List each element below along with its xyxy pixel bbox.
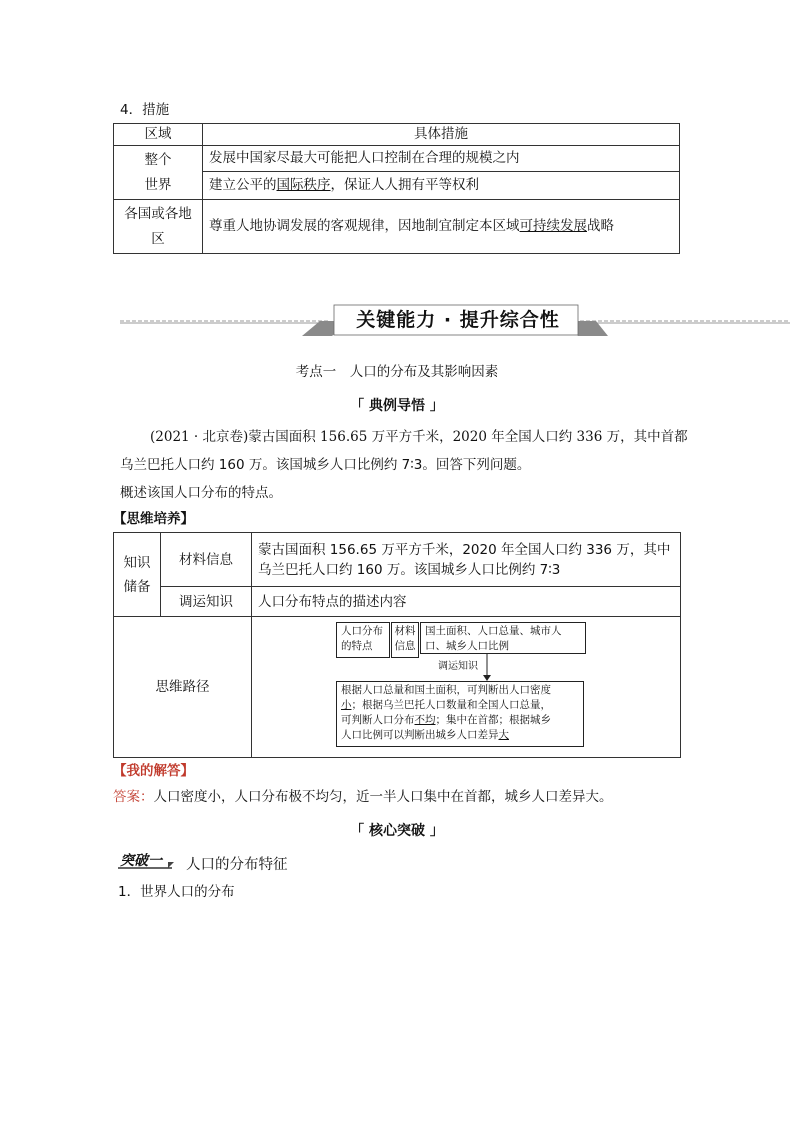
column-header-measures: 具体措施 (203, 124, 680, 146)
question-prompt: 概述该国人口分布的特点。 (120, 485, 282, 501)
section-banner (120, 300, 790, 344)
knowledge-cell: 知识 储备 (114, 533, 161, 617)
typical-example-heading: 「 典例导悟 」 (350, 398, 444, 414)
subheading: 1．世界人口的分布 (118, 884, 235, 900)
banner-title: 关键能力 · 提升综合性 (356, 309, 560, 331)
measure-cell: 建立公平的国际秩序，保证人人拥有平等权利 (203, 172, 680, 200)
material-text: 蒙古国面积 156.65 万平方千米，2020 年全国人口约 336 万，其中 乌兰巴托人口约 160 万。该国城乡人口比例约 7∶3 (252, 533, 681, 587)
flow-tag-material: 材料 信息 (391, 622, 419, 658)
region-cell-world: 整个 世界 (114, 146, 203, 200)
flow-arrow-label: 调运知识 (438, 661, 478, 672)
breakthrough-title: 人口的分布特征 (186, 857, 288, 873)
thinking-table (113, 532, 681, 758)
flow-box-feature: 人口分布 的特点 (336, 622, 390, 658)
breakthrough-badge: 突破一 (118, 851, 174, 869)
answer-text: 人口密度小，人口分布极不均匀，近一半人口集中在首都，城乡人口差异大。 (153, 789, 613, 805)
recall-label: 调运知识 (161, 587, 252, 617)
thinking-heading: 【思维培养】 (113, 511, 194, 527)
question-line: (2021 · 北京卷)蒙古国面积 156.65 万平方千米，2020 年全国人口约 336 万，其中首都 (150, 429, 688, 445)
core-breakthrough-heading: 「 核心突破 」 (350, 823, 444, 839)
answer-label: 答案： (113, 789, 154, 805)
path-label: 思维路径 (114, 617, 252, 758)
region-cell-country: 各国或各地 区 (114, 200, 203, 254)
answer-line (113, 785, 613, 805)
flow-box-info: 国土面积、人口总量、城市人 口、城乡人口比例 (420, 622, 586, 654)
section-heading: 4．措施 (120, 102, 170, 118)
flow-diagram (252, 617, 680, 757)
flow-box-result: 根据人口总量和国土面积，可判断出人口密度 小；根据乌兰巴托人口数量和全国人口总量， 可判断人口分布不均；集中在首都；根据城乡 人口比例可以判断出城乡人口差异大 (336, 681, 584, 747)
column-header-region: 区域 (114, 124, 203, 146)
flow-diagram-cell (252, 617, 681, 758)
measure-cell: 尊重人地协调发展的客观规律，因地制宜制定本区域可持续发展战略 (203, 200, 680, 254)
exam-point-title: 考点一 人口的分布及其影响因素 (295, 364, 499, 380)
measure-cell: 发展中国家尽最大可能把人口控制在合理的规模之内 (203, 146, 680, 172)
my-answer-heading: 【我的解答】 (113, 763, 194, 779)
material-label: 材料信息 (161, 533, 252, 587)
measures-table (113, 123, 680, 254)
recall-text: 人口分布特点的描述内容 (252, 587, 681, 617)
question-line: 乌兰巴托人口约 160 万。该国城乡人口比例约 7∶3。回答下列问题。 (120, 457, 531, 473)
